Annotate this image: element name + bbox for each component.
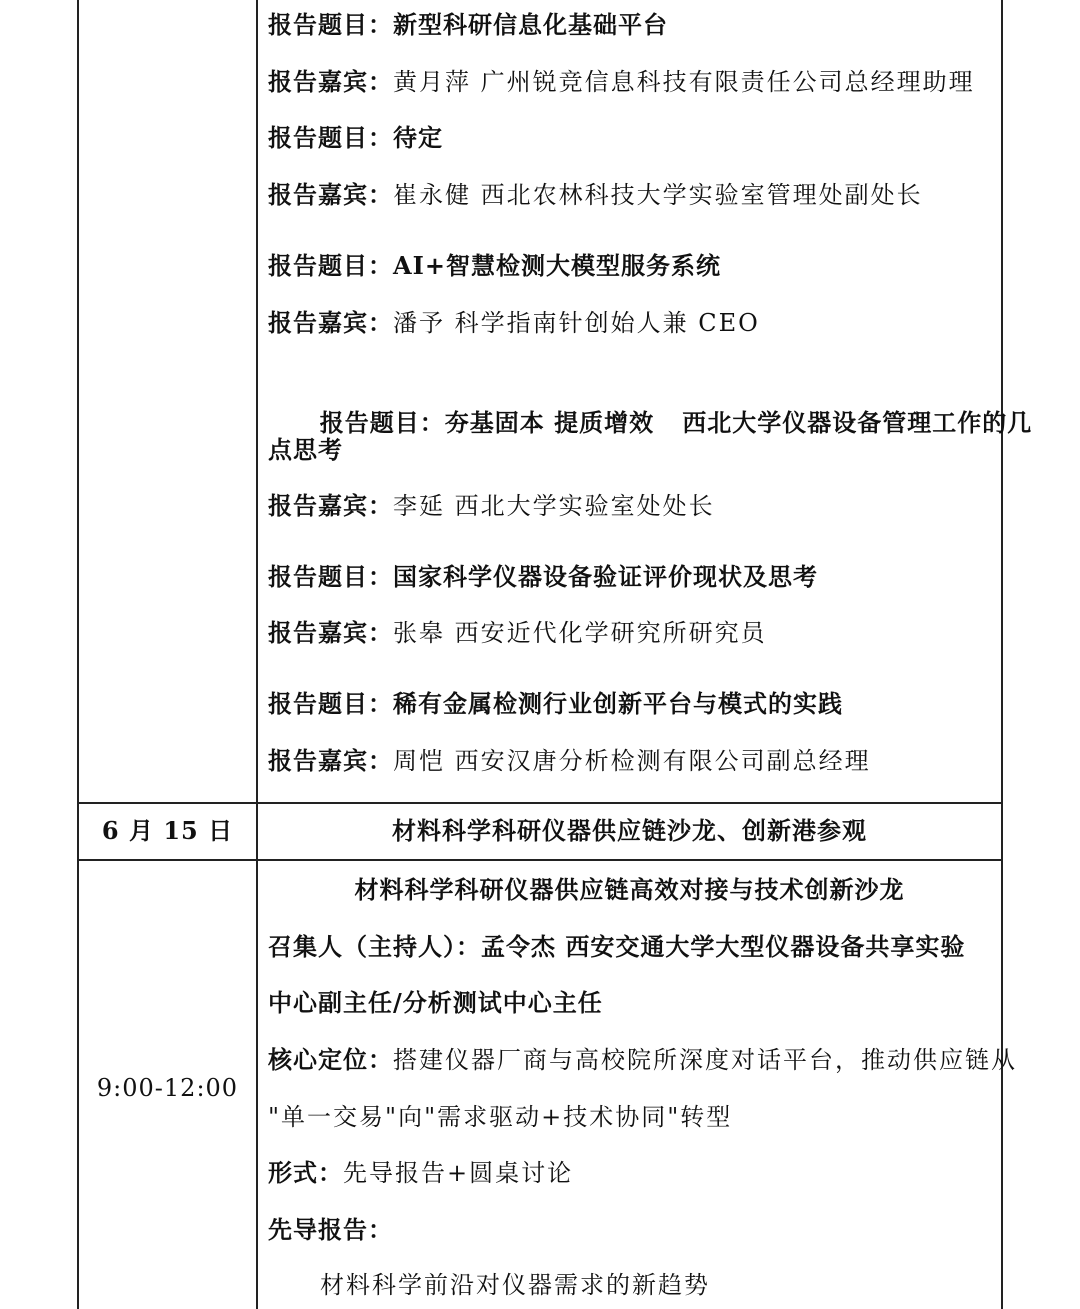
- report-speaker-value: 黄月萍 广州锐竞信息科技有限责任公司总经理助理: [393, 68, 975, 96]
- report-speaker-value: 李延 西北大学实验室处处长: [393, 492, 715, 520]
- report-speaker-3: [268, 308, 760, 338]
- format-line: [268, 1158, 573, 1188]
- core-position-value: "单一交易"向"需求驱动+技术协同"转型: [268, 1103, 733, 1131]
- report-speaker-label: 报告嘉宾：: [268, 491, 393, 520]
- report-speaker-label: 报告嘉宾：: [268, 180, 393, 209]
- salon-heading: 材料科学科研仪器供应链高效对接与技术创新沙龙: [354, 875, 905, 904]
- report-speaker-value: 潘予 科学指南针创始人兼 CEO: [393, 309, 760, 337]
- report-speaker-label: 报告嘉宾：: [268, 67, 393, 96]
- core-position-line-continued: [268, 1102, 732, 1132]
- core-position-label: 核心定位：: [268, 1045, 393, 1074]
- report-topic-1: [268, 10, 668, 40]
- report-speaker-value: 周恺 西安汉唐分析检测有限公司副总经理: [393, 747, 871, 775]
- format-value: 先导报告+圆桌讨论: [343, 1159, 574, 1187]
- report-topic-6: [268, 689, 843, 719]
- convener-line-continued: [268, 988, 603, 1018]
- report-topic-value: 新型科研信息化基础平台: [393, 10, 668, 39]
- report-topic-label: 报告题目：: [268, 689, 393, 718]
- report-speaker-5: [268, 618, 767, 648]
- report-topic-2: [268, 123, 443, 153]
- core-position-value: 搭建仪器厂商与高校院所深度对话平台，推动供应链从: [393, 1046, 1017, 1074]
- row-divider-1: [77, 802, 1003, 804]
- table-border-left: [77, 0, 79, 1309]
- convener-value: 孟令杰 西安交通大学大型仪器设备共享实验: [481, 932, 966, 961]
- table-border-right: [1001, 0, 1003, 1309]
- report-speaker-4: [268, 491, 715, 521]
- report-topic-value: 稀有金属检测行业创新平台与模式的实践: [393, 689, 843, 718]
- report-topic-value: AI+智慧检测大模型服务系统: [393, 251, 721, 280]
- lead-report-item: [320, 1270, 710, 1300]
- report-topic-label: 报告题目：: [268, 251, 393, 280]
- report-topic-label: 报告题目：: [268, 123, 393, 152]
- lead-report-label: 先导报告：: [268, 1215, 393, 1244]
- lead-report-value: 材料科学前沿对仪器需求的新趋势: [320, 1271, 710, 1299]
- report-topic-4-continued: [268, 435, 343, 465]
- row-divider-2: [77, 859, 1003, 861]
- report-speaker-label: 报告嘉宾：: [268, 746, 393, 775]
- report-speaker-label: 报告嘉宾：: [268, 618, 393, 647]
- report-speaker-1: [268, 67, 975, 97]
- report-topic-value: 夯基固本 提质增效 西北大学仪器设备管理工作的几: [444, 408, 1033, 437]
- report-topic-5: [268, 562, 818, 592]
- convener-value: 中心副主任/分析测试中心主任: [268, 988, 603, 1017]
- report-topic-label: 报告题目：: [268, 562, 393, 591]
- date-cell: 6 月 15 日: [101, 816, 234, 845]
- time-cell: 9:00-12:00: [96, 1074, 239, 1102]
- table-column-divider: [256, 0, 258, 1309]
- report-speaker-6: [268, 746, 871, 776]
- report-topic-label: 报告题目：: [319, 408, 445, 437]
- report-topic-value: 点思考: [268, 435, 343, 464]
- report-speaker-value: 崔永健 西北农林科技大学实验室管理处副处长: [393, 181, 923, 209]
- report-topic-value: 待定: [393, 123, 443, 152]
- report-topic-4: [268, 378, 1032, 468]
- report-topic-3: [268, 251, 721, 281]
- report-speaker-value: 张皋 西安近代化学研究所研究员: [393, 619, 767, 647]
- session-title: 材料科学科研仪器供应链沙龙、创新港参观: [392, 816, 867, 845]
- convener-label: 召集人（主持人）：: [268, 932, 481, 961]
- report-speaker-label: 报告嘉宾：: [268, 308, 393, 337]
- convener-line: [268, 932, 965, 962]
- report-topic-label: 报告题目：: [268, 10, 393, 39]
- core-position-line: [268, 1045, 1017, 1075]
- report-topic-value: 国家科学仪器设备验证评价现状及思考: [393, 562, 818, 591]
- format-label: 形式：: [268, 1158, 343, 1187]
- lead-report-heading: [268, 1215, 393, 1245]
- report-speaker-2: [268, 180, 923, 210]
